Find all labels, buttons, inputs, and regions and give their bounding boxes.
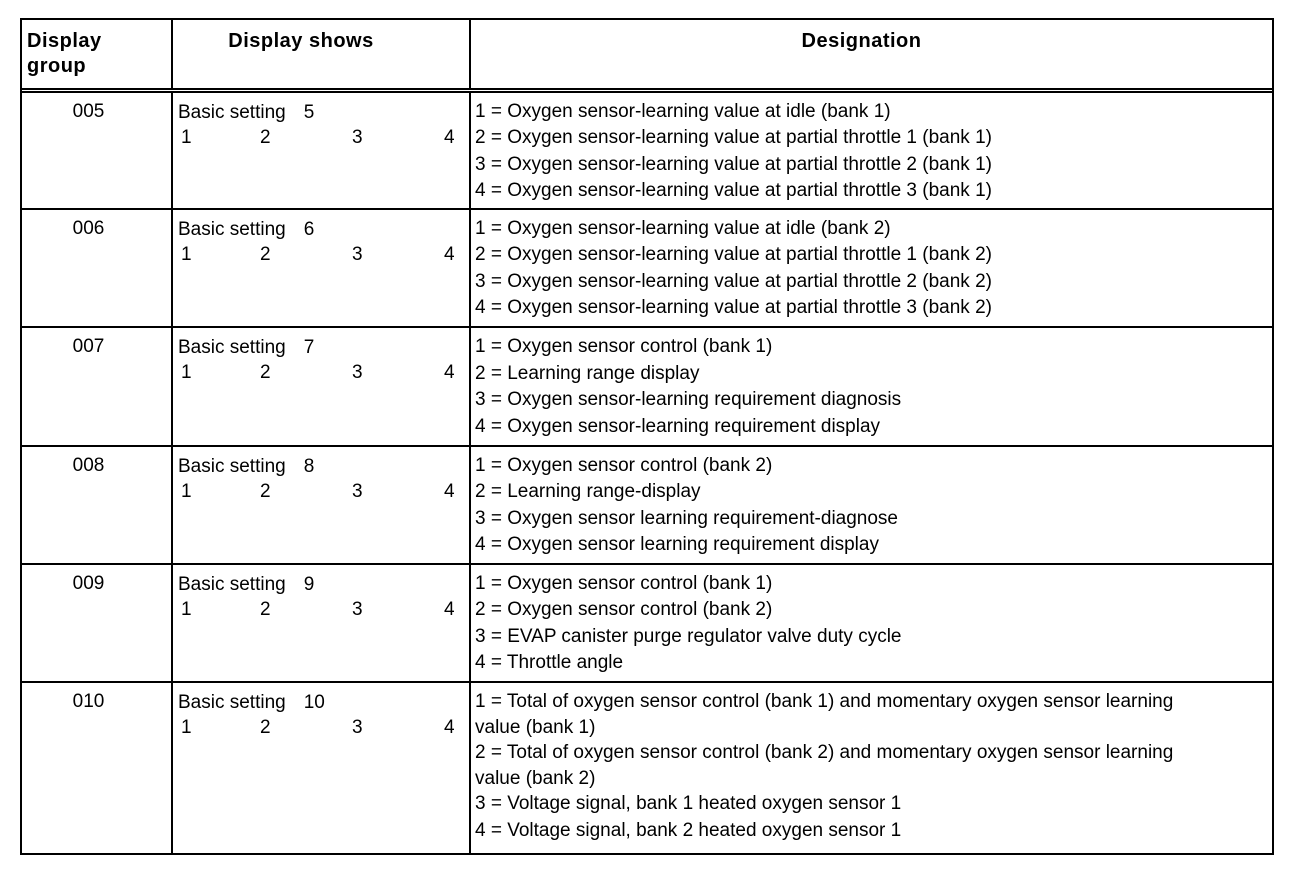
field-number: 4 xyxy=(444,243,455,265)
group-number: 010 xyxy=(22,682,172,853)
display-shows-cell xyxy=(172,564,470,682)
field-number: 3 xyxy=(352,243,363,265)
designation-line: 1 = Oxygen sensor control (bank 2) xyxy=(475,454,773,476)
display-shows-cell xyxy=(172,682,470,853)
header-display-group-line2: group xyxy=(27,55,87,77)
field-numbers xyxy=(178,242,469,268)
basic-setting-number: 5 xyxy=(303,101,315,123)
field-numbers xyxy=(178,125,469,151)
field-number: 2 xyxy=(260,362,271,384)
field-number: 4 xyxy=(444,362,455,384)
field-number: 1 xyxy=(181,126,192,148)
display-shows-cell xyxy=(172,209,470,327)
designation-line: 4 = Throttle angle xyxy=(475,652,624,674)
basic-setting-number: 7 xyxy=(303,337,315,359)
field-number: 1 xyxy=(181,243,192,265)
field-number: 1 xyxy=(181,362,192,384)
group-number: 009 xyxy=(22,564,172,682)
designation-line: 3 = Oxygen sensor-learning value at partial throttle 2 (bank 1) xyxy=(475,153,992,175)
header-display-group-line1: Display xyxy=(27,30,102,52)
table-row xyxy=(22,682,1272,853)
field-numbers xyxy=(178,360,469,386)
designation-cell xyxy=(470,327,1272,445)
designation-line: 4 = Oxygen sensor learning requirement display xyxy=(475,534,879,556)
field-number: 2 xyxy=(260,126,271,148)
field-number: 1 xyxy=(181,598,192,620)
basic-setting-label: Basic setting xyxy=(178,692,286,714)
field-number: 4 xyxy=(444,717,455,739)
field-number: 4 xyxy=(444,126,455,148)
header-display-shows: Display shows xyxy=(172,20,470,90)
designation-line: 2 = Total of oxygen sensor control (bank 2) and momentary oxygen sensor learning value (bank 2) xyxy=(475,742,1174,789)
group-number: 008 xyxy=(22,446,172,564)
group-number: 007 xyxy=(22,327,172,445)
field-number: 3 xyxy=(352,362,363,384)
designation-line: 3 = Voltage signal, bank 1 heated oxygen sensor 1 xyxy=(475,793,902,815)
basic-setting-label: Basic setting xyxy=(178,573,286,595)
header-designation: Designation xyxy=(470,20,1272,90)
basic-setting xyxy=(178,217,469,242)
designation-line: 3 = EVAP canister purge regulator valve duty cycle xyxy=(475,625,902,647)
designation-line: 2 = Oxygen sensor-learning value at partial throttle 1 (bank 2) xyxy=(475,244,992,266)
designation-cell xyxy=(470,209,1272,327)
table-row xyxy=(22,446,1272,564)
table-row xyxy=(22,90,1272,208)
field-number: 4 xyxy=(444,598,455,620)
designation-cell xyxy=(470,564,1272,682)
display-shows-cell xyxy=(172,90,470,208)
basic-setting-number: 10 xyxy=(303,692,325,714)
basic-setting-number: 6 xyxy=(303,218,315,240)
designation-cell xyxy=(470,446,1272,564)
designation-line: 4 = Oxygen sensor-learning value at partial throttle 3 (bank 1) xyxy=(475,180,992,202)
basic-setting-label: Basic setting xyxy=(178,455,286,477)
designation-line: 2 = Oxygen sensor-learning value at partial throttle 1 (bank 1) xyxy=(475,127,992,149)
field-number: 1 xyxy=(181,717,192,739)
display-shows-cell xyxy=(172,446,470,564)
field-number: 4 xyxy=(444,480,455,502)
designation-line: 3 = Oxygen sensor-learning value at partial throttle 2 (bank 2) xyxy=(475,270,992,292)
field-numbers xyxy=(178,479,469,505)
field-number: 3 xyxy=(352,126,363,148)
field-numbers xyxy=(178,715,469,741)
group-number: 006 xyxy=(22,209,172,327)
field-number: 3 xyxy=(352,717,363,739)
designation-cell xyxy=(470,682,1272,853)
display-group-table xyxy=(20,18,1274,855)
field-number: 2 xyxy=(260,480,271,502)
field-numbers xyxy=(178,597,469,623)
designation-line: 3 = Oxygen sensor-learning requirement diagnosis xyxy=(475,389,902,411)
designation-line: 1 = Oxygen sensor-learning value at idle (bank 1) xyxy=(475,100,891,122)
field-number: 2 xyxy=(260,243,271,265)
table-row xyxy=(22,327,1272,445)
basic-setting xyxy=(178,454,469,479)
basic-setting xyxy=(178,335,469,360)
basic-setting xyxy=(178,572,469,597)
designation-line: 2 = Learning range-display xyxy=(475,481,701,503)
basic-setting-number: 8 xyxy=(303,455,315,477)
designation-line: 2 = Oxygen sensor control (bank 2) xyxy=(475,599,773,621)
basic-setting xyxy=(178,100,469,125)
designation-cell xyxy=(470,90,1272,208)
header-display-group xyxy=(22,20,172,90)
basic-setting-label: Basic setting xyxy=(178,337,286,359)
designation-line: 2 = Learning range display xyxy=(475,362,700,384)
display-shows-cell xyxy=(172,327,470,445)
designation-line: 4 = Oxygen sensor-learning requirement display xyxy=(475,415,881,437)
field-number: 2 xyxy=(260,598,271,620)
designation-line: 1 = Oxygen sensor-learning value at idle (bank 2) xyxy=(475,217,891,239)
field-number: 3 xyxy=(352,480,363,502)
designation-line: 4 = Oxygen sensor-learning value at partial throttle 3 (bank 2) xyxy=(475,297,992,319)
basic-setting-label: Basic setting xyxy=(178,218,286,240)
basic-setting xyxy=(178,690,469,715)
field-number: 1 xyxy=(181,480,192,502)
basic-setting-number: 9 xyxy=(303,573,315,595)
table-row xyxy=(22,209,1272,327)
field-number: 3 xyxy=(352,598,363,620)
table-row xyxy=(22,564,1272,682)
table xyxy=(22,20,1272,853)
designation-line: 1 = Oxygen sensor control (bank 1) xyxy=(475,336,773,358)
group-number: 005 xyxy=(22,90,172,208)
designation-line: 4 = Voltage signal, bank 2 heated oxygen sensor 1 xyxy=(475,819,902,841)
field-number: 2 xyxy=(260,717,271,739)
designation-line: 1 = Oxygen sensor control (bank 1) xyxy=(475,572,773,594)
designation-line: 3 = Oxygen sensor learning requirement-diagnose xyxy=(475,507,899,529)
basic-setting-label: Basic setting xyxy=(178,101,286,123)
table-header-row xyxy=(22,20,1272,90)
designation-line: 1 = Total of oxygen sensor control (bank 1) and momentary oxygen sensor learning value (bank 1) xyxy=(475,691,1174,738)
